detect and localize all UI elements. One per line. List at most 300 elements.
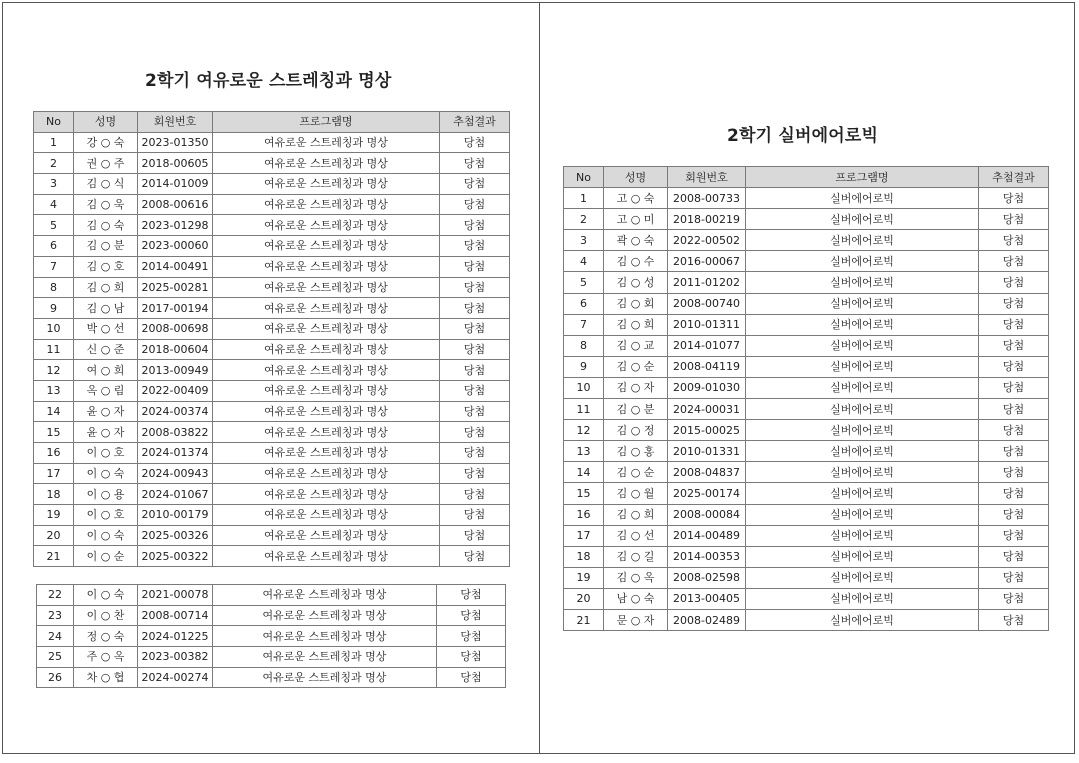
cell-no: 15 bbox=[34, 422, 74, 443]
cell-member-id: 2008-03822 bbox=[138, 422, 213, 443]
cell-program: 여유로운 스트레칭과 명상 bbox=[213, 605, 437, 626]
cell-no: 4 bbox=[564, 251, 604, 272]
table-row bbox=[34, 360, 510, 381]
cell-result: 당첨 bbox=[440, 546, 510, 567]
cell-program: 여유로운 스트레칭과 명상 bbox=[213, 194, 440, 215]
cell-name: 이 ○ 숙 bbox=[74, 525, 138, 546]
aerobics-table-header bbox=[564, 167, 1049, 188]
cell-member-id: 2013-00405 bbox=[668, 588, 746, 609]
cell-result: 당첨 bbox=[440, 463, 510, 484]
cell-name: 신 ○ 준 bbox=[74, 339, 138, 360]
cell-name: 김 ○ 순 bbox=[604, 462, 668, 483]
cell-program: 여유로운 스트레칭과 명상 bbox=[213, 484, 440, 505]
cell-result: 당첨 bbox=[440, 256, 510, 277]
cell-result: 당첨 bbox=[440, 174, 510, 195]
cell-result: 당첨 bbox=[437, 585, 506, 606]
cell-no: 18 bbox=[34, 484, 74, 505]
cell-member-id: 2024-01067 bbox=[138, 484, 213, 505]
cell-result: 당첨 bbox=[979, 483, 1049, 504]
table-row bbox=[564, 230, 1049, 251]
cell-name: 김 ○ 분 bbox=[604, 399, 668, 420]
cell-result: 당첨 bbox=[440, 153, 510, 174]
cell-member-id: 2025-00174 bbox=[668, 483, 746, 504]
cell-name: 김 ○ 회 bbox=[604, 293, 668, 314]
cell-name: 이 ○ 호 bbox=[74, 443, 138, 464]
cell-result: 당첨 bbox=[440, 505, 510, 526]
cell-result: 당첨 bbox=[979, 188, 1049, 209]
cell-program: 여유로운 스트레칭과 명상 bbox=[213, 277, 440, 298]
cell-program: 실버에어로빅 bbox=[746, 335, 979, 356]
cell-name: 박 ○ 선 bbox=[74, 318, 138, 339]
table-row bbox=[564, 504, 1049, 525]
cell-no: 23 bbox=[37, 605, 74, 626]
stretching-table-header bbox=[34, 112, 510, 133]
cell-member-id: 2008-04837 bbox=[668, 462, 746, 483]
table-row bbox=[34, 380, 510, 401]
cell-name: 김 ○ 자 bbox=[604, 377, 668, 398]
cell-name: 김 ○ 숙 bbox=[74, 215, 138, 236]
table-row bbox=[564, 546, 1049, 567]
table-row bbox=[564, 399, 1049, 420]
cell-member-id: 2024-01225 bbox=[138, 626, 213, 647]
cell-no: 7 bbox=[34, 256, 74, 277]
cell-result: 당첨 bbox=[440, 484, 510, 505]
cell-member-id: 2024-00031 bbox=[668, 399, 746, 420]
cell-no: 3 bbox=[34, 174, 74, 195]
cell-program: 여유로운 스트레칭과 명상 bbox=[213, 318, 440, 339]
cell-no: 17 bbox=[34, 463, 74, 484]
cell-result: 당첨 bbox=[979, 251, 1049, 272]
cell-member-id: 2008-00616 bbox=[138, 194, 213, 215]
cell-name: 김 ○ 정 bbox=[604, 420, 668, 441]
cell-member-id: 2021-00078 bbox=[138, 585, 213, 606]
cell-program: 실버에어로빅 bbox=[746, 546, 979, 567]
cell-no: 14 bbox=[564, 462, 604, 483]
cell-no: 20 bbox=[34, 525, 74, 546]
cell-program: 여유로운 스트레칭과 명상 bbox=[213, 401, 440, 422]
cell-name: 김 ○ 희 bbox=[74, 277, 138, 298]
cell-result: 당첨 bbox=[440, 318, 510, 339]
table-row bbox=[34, 132, 510, 153]
cell-result: 당첨 bbox=[979, 420, 1049, 441]
table-row bbox=[34, 443, 510, 464]
cell-result: 당첨 bbox=[440, 380, 510, 401]
table-row bbox=[564, 272, 1049, 293]
cell-program: 여유로운 스트레칭과 명상 bbox=[213, 380, 440, 401]
cell-member-id: 2017-00194 bbox=[138, 298, 213, 319]
cell-result: 당첨 bbox=[440, 298, 510, 319]
cell-program: 실버에어로빅 bbox=[746, 483, 979, 504]
cell-no: 15 bbox=[564, 483, 604, 504]
cell-no: 10 bbox=[564, 377, 604, 398]
cell-name: 김 ○ 옥 bbox=[604, 567, 668, 588]
cell-member-id: 2023-01298 bbox=[138, 215, 213, 236]
cell-program: 여유로운 스트레칭과 명상 bbox=[213, 585, 437, 606]
cell-name: 여 ○ 희 bbox=[74, 360, 138, 381]
cell-program: 여유로운 스트레칭과 명상 bbox=[213, 298, 440, 319]
cell-no: 21 bbox=[34, 546, 74, 567]
cell-no: 21 bbox=[564, 609, 604, 630]
cell-name: 윤 ○ 자 bbox=[74, 422, 138, 443]
cell-member-id: 2024-00274 bbox=[138, 667, 213, 688]
cell-member-id: 2025-00326 bbox=[138, 525, 213, 546]
page-divider bbox=[539, 2, 540, 754]
cell-result: 당첨 bbox=[979, 230, 1049, 251]
cell-member-id: 2008-02489 bbox=[668, 609, 746, 630]
cell-program: 여유로운 스트레칭과 명상 bbox=[213, 132, 440, 153]
table-row bbox=[37, 626, 506, 647]
cell-member-id: 2014-01077 bbox=[668, 335, 746, 356]
cell-program: 실버에어로빅 bbox=[746, 609, 979, 630]
table-row bbox=[564, 293, 1049, 314]
cell-member-id: 2023-01350 bbox=[138, 132, 213, 153]
aerobics-table-body bbox=[564, 188, 1049, 631]
header-result: 추첨결과 bbox=[440, 112, 510, 133]
cell-no: 11 bbox=[34, 339, 74, 360]
table-row bbox=[564, 209, 1049, 230]
cell-name: 김 ○ 수 bbox=[604, 251, 668, 272]
cell-result: 당첨 bbox=[979, 399, 1049, 420]
stretching-table bbox=[33, 111, 510, 567]
cell-result: 당첨 bbox=[979, 377, 1049, 398]
cell-program: 여유로운 스트레칭과 명상 bbox=[213, 236, 440, 257]
table-row bbox=[34, 484, 510, 505]
cell-result: 당첨 bbox=[979, 335, 1049, 356]
cell-member-id: 2023-00060 bbox=[138, 236, 213, 257]
cell-program: 여유로운 스트레칭과 명상 bbox=[213, 647, 437, 668]
cell-member-id: 2008-02598 bbox=[668, 567, 746, 588]
table-row bbox=[564, 609, 1049, 630]
table-row bbox=[34, 215, 510, 236]
cell-name: 김 ○ 분 bbox=[74, 236, 138, 257]
cell-program: 여유로운 스트레칭과 명상 bbox=[213, 256, 440, 277]
table-row bbox=[564, 483, 1049, 504]
cell-name: 김 ○ 월 bbox=[604, 483, 668, 504]
cell-no: 22 bbox=[37, 585, 74, 606]
table-row bbox=[34, 174, 510, 195]
cell-program: 여유로운 스트레칭과 명상 bbox=[213, 525, 440, 546]
cell-member-id: 2018-00219 bbox=[668, 209, 746, 230]
cell-member-id: 2014-00491 bbox=[138, 256, 213, 277]
cell-name: 고 ○ 미 bbox=[604, 209, 668, 230]
cell-name: 김 ○ 식 bbox=[74, 174, 138, 195]
cell-no: 18 bbox=[564, 546, 604, 567]
table-row bbox=[564, 588, 1049, 609]
cell-no: 17 bbox=[564, 525, 604, 546]
cell-no: 2 bbox=[34, 153, 74, 174]
cell-program: 여유로운 스트레칭과 명상 bbox=[213, 505, 440, 526]
table-row bbox=[564, 188, 1049, 209]
cell-program: 실버에어로빅 bbox=[746, 462, 979, 483]
cell-name: 주 ○ 옥 bbox=[74, 647, 138, 668]
cell-no: 5 bbox=[34, 215, 74, 236]
cell-member-id: 2018-00604 bbox=[138, 339, 213, 360]
header-member-id: 회원번호 bbox=[668, 167, 746, 188]
cell-name: 이 ○ 숙 bbox=[74, 463, 138, 484]
cell-no: 16 bbox=[564, 504, 604, 525]
cell-result: 당첨 bbox=[979, 272, 1049, 293]
cell-no: 2 bbox=[564, 209, 604, 230]
table-row bbox=[564, 251, 1049, 272]
cell-member-id: 2024-00374 bbox=[138, 401, 213, 422]
cell-no: 19 bbox=[34, 505, 74, 526]
header-program: 프로그램명 bbox=[746, 167, 979, 188]
cell-member-id: 2008-00740 bbox=[668, 293, 746, 314]
table-row bbox=[564, 567, 1049, 588]
cell-program: 실버에어로빅 bbox=[746, 567, 979, 588]
table-row bbox=[34, 463, 510, 484]
cell-program: 여유로운 스트레칭과 명상 bbox=[213, 339, 440, 360]
table-row bbox=[564, 356, 1049, 377]
header-result: 추첨결과 bbox=[979, 167, 1049, 188]
cell-no: 25 bbox=[37, 647, 74, 668]
cell-result: 당첨 bbox=[437, 626, 506, 647]
cell-name: 이 ○ 순 bbox=[74, 546, 138, 567]
cell-name: 김 ○ 남 bbox=[74, 298, 138, 319]
cell-name: 차 ○ 협 bbox=[74, 667, 138, 688]
cell-name: 윤 ○ 자 bbox=[74, 401, 138, 422]
cell-member-id: 2016-00067 bbox=[668, 251, 746, 272]
cell-name: 옥 ○ 림 bbox=[74, 380, 138, 401]
table-row bbox=[34, 153, 510, 174]
cell-name: 이 ○ 호 bbox=[74, 505, 138, 526]
table-row bbox=[37, 605, 506, 626]
cell-no: 10 bbox=[34, 318, 74, 339]
cell-result: 당첨 bbox=[979, 209, 1049, 230]
cell-member-id: 2010-01311 bbox=[668, 314, 746, 335]
cell-program: 여유로운 스트레칭과 명상 bbox=[213, 463, 440, 484]
cell-member-id: 2025-00281 bbox=[138, 277, 213, 298]
cell-program: 여유로운 스트레칭과 명상 bbox=[213, 422, 440, 443]
table-row bbox=[37, 667, 506, 688]
cell-member-id: 2015-00025 bbox=[668, 420, 746, 441]
cell-program: 실버에어로빅 bbox=[746, 399, 979, 420]
cell-no: 9 bbox=[564, 356, 604, 377]
aerobics-table bbox=[563, 166, 1049, 631]
cell-result: 당첨 bbox=[979, 546, 1049, 567]
cell-name: 곽 ○ 숙 bbox=[604, 230, 668, 251]
cell-name: 정 ○ 숙 bbox=[74, 626, 138, 647]
cell-program: 실버에어로빅 bbox=[746, 293, 979, 314]
cell-no: 8 bbox=[34, 277, 74, 298]
table-row bbox=[34, 505, 510, 526]
cell-program: 실버에어로빅 bbox=[746, 251, 979, 272]
stretching-table-body bbox=[34, 132, 510, 566]
cell-program: 실버에어로빅 bbox=[746, 588, 979, 609]
cell-name: 권 ○ 주 bbox=[74, 153, 138, 174]
cell-program: 실버에어로빅 bbox=[746, 272, 979, 293]
table-row bbox=[564, 462, 1049, 483]
cell-program: 실버에어로빅 bbox=[746, 188, 979, 209]
header-member-id: 회원번호 bbox=[138, 112, 213, 133]
cell-no: 3 bbox=[564, 230, 604, 251]
cell-no: 1 bbox=[34, 132, 74, 153]
table-row bbox=[34, 256, 510, 277]
cell-result: 당첨 bbox=[440, 277, 510, 298]
cell-name: 김 ○ 성 bbox=[604, 272, 668, 293]
cell-no: 8 bbox=[564, 335, 604, 356]
table-row bbox=[564, 314, 1049, 335]
stretching-table-continued-body bbox=[37, 585, 506, 688]
cell-member-id: 2008-00714 bbox=[138, 605, 213, 626]
table-row bbox=[564, 377, 1049, 398]
table-row bbox=[34, 546, 510, 567]
cell-program: 여유로운 스트레칭과 명상 bbox=[213, 667, 437, 688]
cell-no: 1 bbox=[564, 188, 604, 209]
cell-member-id: 2010-00179 bbox=[138, 505, 213, 526]
cell-program: 실버에어로빅 bbox=[746, 209, 979, 230]
cell-no: 5 bbox=[564, 272, 604, 293]
cell-result: 당첨 bbox=[979, 504, 1049, 525]
cell-member-id: 2014-01009 bbox=[138, 174, 213, 195]
cell-result: 당첨 bbox=[440, 194, 510, 215]
cell-name: 김 ○ 희 bbox=[604, 504, 668, 525]
cell-program: 여유로운 스트레칭과 명상 bbox=[213, 626, 437, 647]
cell-result: 당첨 bbox=[979, 462, 1049, 483]
cell-result: 당첨 bbox=[437, 605, 506, 626]
cell-member-id: 2011-01202 bbox=[668, 272, 746, 293]
cell-member-id: 2013-00949 bbox=[138, 360, 213, 381]
cell-no: 20 bbox=[564, 588, 604, 609]
cell-member-id: 2022-00409 bbox=[138, 380, 213, 401]
cell-name: 이 ○ 찬 bbox=[74, 605, 138, 626]
cell-name: 김 ○ 선 bbox=[604, 525, 668, 546]
stretching-table-continued bbox=[36, 584, 506, 688]
aerobics-title: 2학기 실버에어로빅 bbox=[727, 126, 879, 146]
cell-name: 이 ○ 용 bbox=[74, 484, 138, 505]
cell-result: 당첨 bbox=[440, 422, 510, 443]
table-row bbox=[34, 194, 510, 215]
cell-name: 김 ○ 호 bbox=[74, 256, 138, 277]
cell-program: 여유로운 스트레칭과 명상 bbox=[213, 153, 440, 174]
cell-program: 실버에어로빅 bbox=[746, 420, 979, 441]
cell-name: 김 ○ 순 bbox=[604, 356, 668, 377]
cell-result: 당첨 bbox=[979, 525, 1049, 546]
cell-result: 당첨 bbox=[440, 401, 510, 422]
cell-no: 12 bbox=[34, 360, 74, 381]
table-row bbox=[564, 525, 1049, 546]
table-row bbox=[37, 647, 506, 668]
cell-result: 당첨 bbox=[979, 609, 1049, 630]
cell-result: 당첨 bbox=[440, 339, 510, 360]
cell-name: 남 ○ 숙 bbox=[604, 588, 668, 609]
cell-program: 실버에어로빅 bbox=[746, 504, 979, 525]
table-row bbox=[37, 585, 506, 606]
table-row bbox=[564, 441, 1049, 462]
cell-no: 4 bbox=[34, 194, 74, 215]
stretching-title: 2학기 여유로운 스트레칭과 명상 bbox=[145, 71, 392, 91]
cell-name: 고 ○ 숙 bbox=[604, 188, 668, 209]
cell-result: 당첨 bbox=[440, 443, 510, 464]
cell-name: 강 ○ 숙 bbox=[74, 132, 138, 153]
cell-result: 당첨 bbox=[979, 567, 1049, 588]
cell-member-id: 2018-00605 bbox=[138, 153, 213, 174]
header-name: 성명 bbox=[604, 167, 668, 188]
cell-program: 여유로운 스트레칭과 명상 bbox=[213, 174, 440, 195]
table-row bbox=[564, 335, 1049, 356]
cell-member-id: 2008-04119 bbox=[668, 356, 746, 377]
cell-no: 26 bbox=[37, 667, 74, 688]
header-program: 프로그램명 bbox=[213, 112, 440, 133]
cell-program: 여유로운 스트레칭과 명상 bbox=[213, 360, 440, 381]
header-no: No bbox=[34, 112, 74, 133]
cell-no: 19 bbox=[564, 567, 604, 588]
cell-no: 24 bbox=[37, 626, 74, 647]
cell-result: 당첨 bbox=[440, 360, 510, 381]
cell-member-id: 2024-00943 bbox=[138, 463, 213, 484]
table-row bbox=[34, 298, 510, 319]
cell-no: 7 bbox=[564, 314, 604, 335]
cell-result: 당첨 bbox=[440, 236, 510, 257]
cell-result: 당첨 bbox=[437, 647, 506, 668]
cell-program: 실버에어로빅 bbox=[746, 525, 979, 546]
cell-program: 여유로운 스트레칭과 명상 bbox=[213, 546, 440, 567]
cell-name: 김 ○ 희 bbox=[604, 314, 668, 335]
cell-name: 이 ○ 숙 bbox=[74, 585, 138, 606]
table-row bbox=[34, 422, 510, 443]
table-row bbox=[34, 401, 510, 422]
cell-no: 13 bbox=[34, 380, 74, 401]
table-row bbox=[34, 339, 510, 360]
cell-member-id: 2008-00733 bbox=[668, 188, 746, 209]
cell-member-id: 2025-00322 bbox=[138, 546, 213, 567]
cell-name: 김 ○ 욱 bbox=[74, 194, 138, 215]
cell-result: 당첨 bbox=[979, 293, 1049, 314]
cell-member-id: 2008-00084 bbox=[668, 504, 746, 525]
cell-result: 당첨 bbox=[979, 441, 1049, 462]
cell-no: 16 bbox=[34, 443, 74, 464]
cell-member-id: 2022-00502 bbox=[668, 230, 746, 251]
cell-no: 6 bbox=[34, 236, 74, 257]
cell-no: 14 bbox=[34, 401, 74, 422]
cell-result: 당첨 bbox=[979, 314, 1049, 335]
table-row bbox=[34, 318, 510, 339]
cell-result: 당첨 bbox=[440, 525, 510, 546]
table-row bbox=[564, 420, 1049, 441]
cell-no: 6 bbox=[564, 293, 604, 314]
table-row bbox=[34, 236, 510, 257]
cell-result: 당첨 bbox=[440, 215, 510, 236]
cell-member-id: 2024-01374 bbox=[138, 443, 213, 464]
cell-member-id: 2023-00382 bbox=[138, 647, 213, 668]
cell-name: 김 ○ 길 bbox=[604, 546, 668, 567]
table-row bbox=[34, 525, 510, 546]
cell-no: 12 bbox=[564, 420, 604, 441]
cell-program: 실버에어로빅 bbox=[746, 356, 979, 377]
header-name: 성명 bbox=[74, 112, 138, 133]
cell-program: 여유로운 스트레칭과 명상 bbox=[213, 443, 440, 464]
header-no: No bbox=[564, 167, 604, 188]
cell-program: 실버에어로빅 bbox=[746, 441, 979, 462]
cell-result: 당첨 bbox=[979, 356, 1049, 377]
cell-member-id: 2010-01331 bbox=[668, 441, 746, 462]
cell-member-id: 2014-00489 bbox=[668, 525, 746, 546]
cell-program: 실버에어로빅 bbox=[746, 230, 979, 251]
cell-member-id: 2009-01030 bbox=[668, 377, 746, 398]
cell-no: 9 bbox=[34, 298, 74, 319]
cell-no: 11 bbox=[564, 399, 604, 420]
cell-program: 여유로운 스트레칭과 명상 bbox=[213, 215, 440, 236]
cell-result: 당첨 bbox=[437, 667, 506, 688]
cell-member-id: 2008-00698 bbox=[138, 318, 213, 339]
cell-name: 김 ○ 홍 bbox=[604, 441, 668, 462]
cell-name: 김 ○ 교 bbox=[604, 335, 668, 356]
cell-member-id: 2014-00353 bbox=[668, 546, 746, 567]
cell-result: 당첨 bbox=[440, 132, 510, 153]
cell-name: 문 ○ 자 bbox=[604, 609, 668, 630]
table-row bbox=[34, 277, 510, 298]
cell-program: 실버에어로빅 bbox=[746, 314, 979, 335]
